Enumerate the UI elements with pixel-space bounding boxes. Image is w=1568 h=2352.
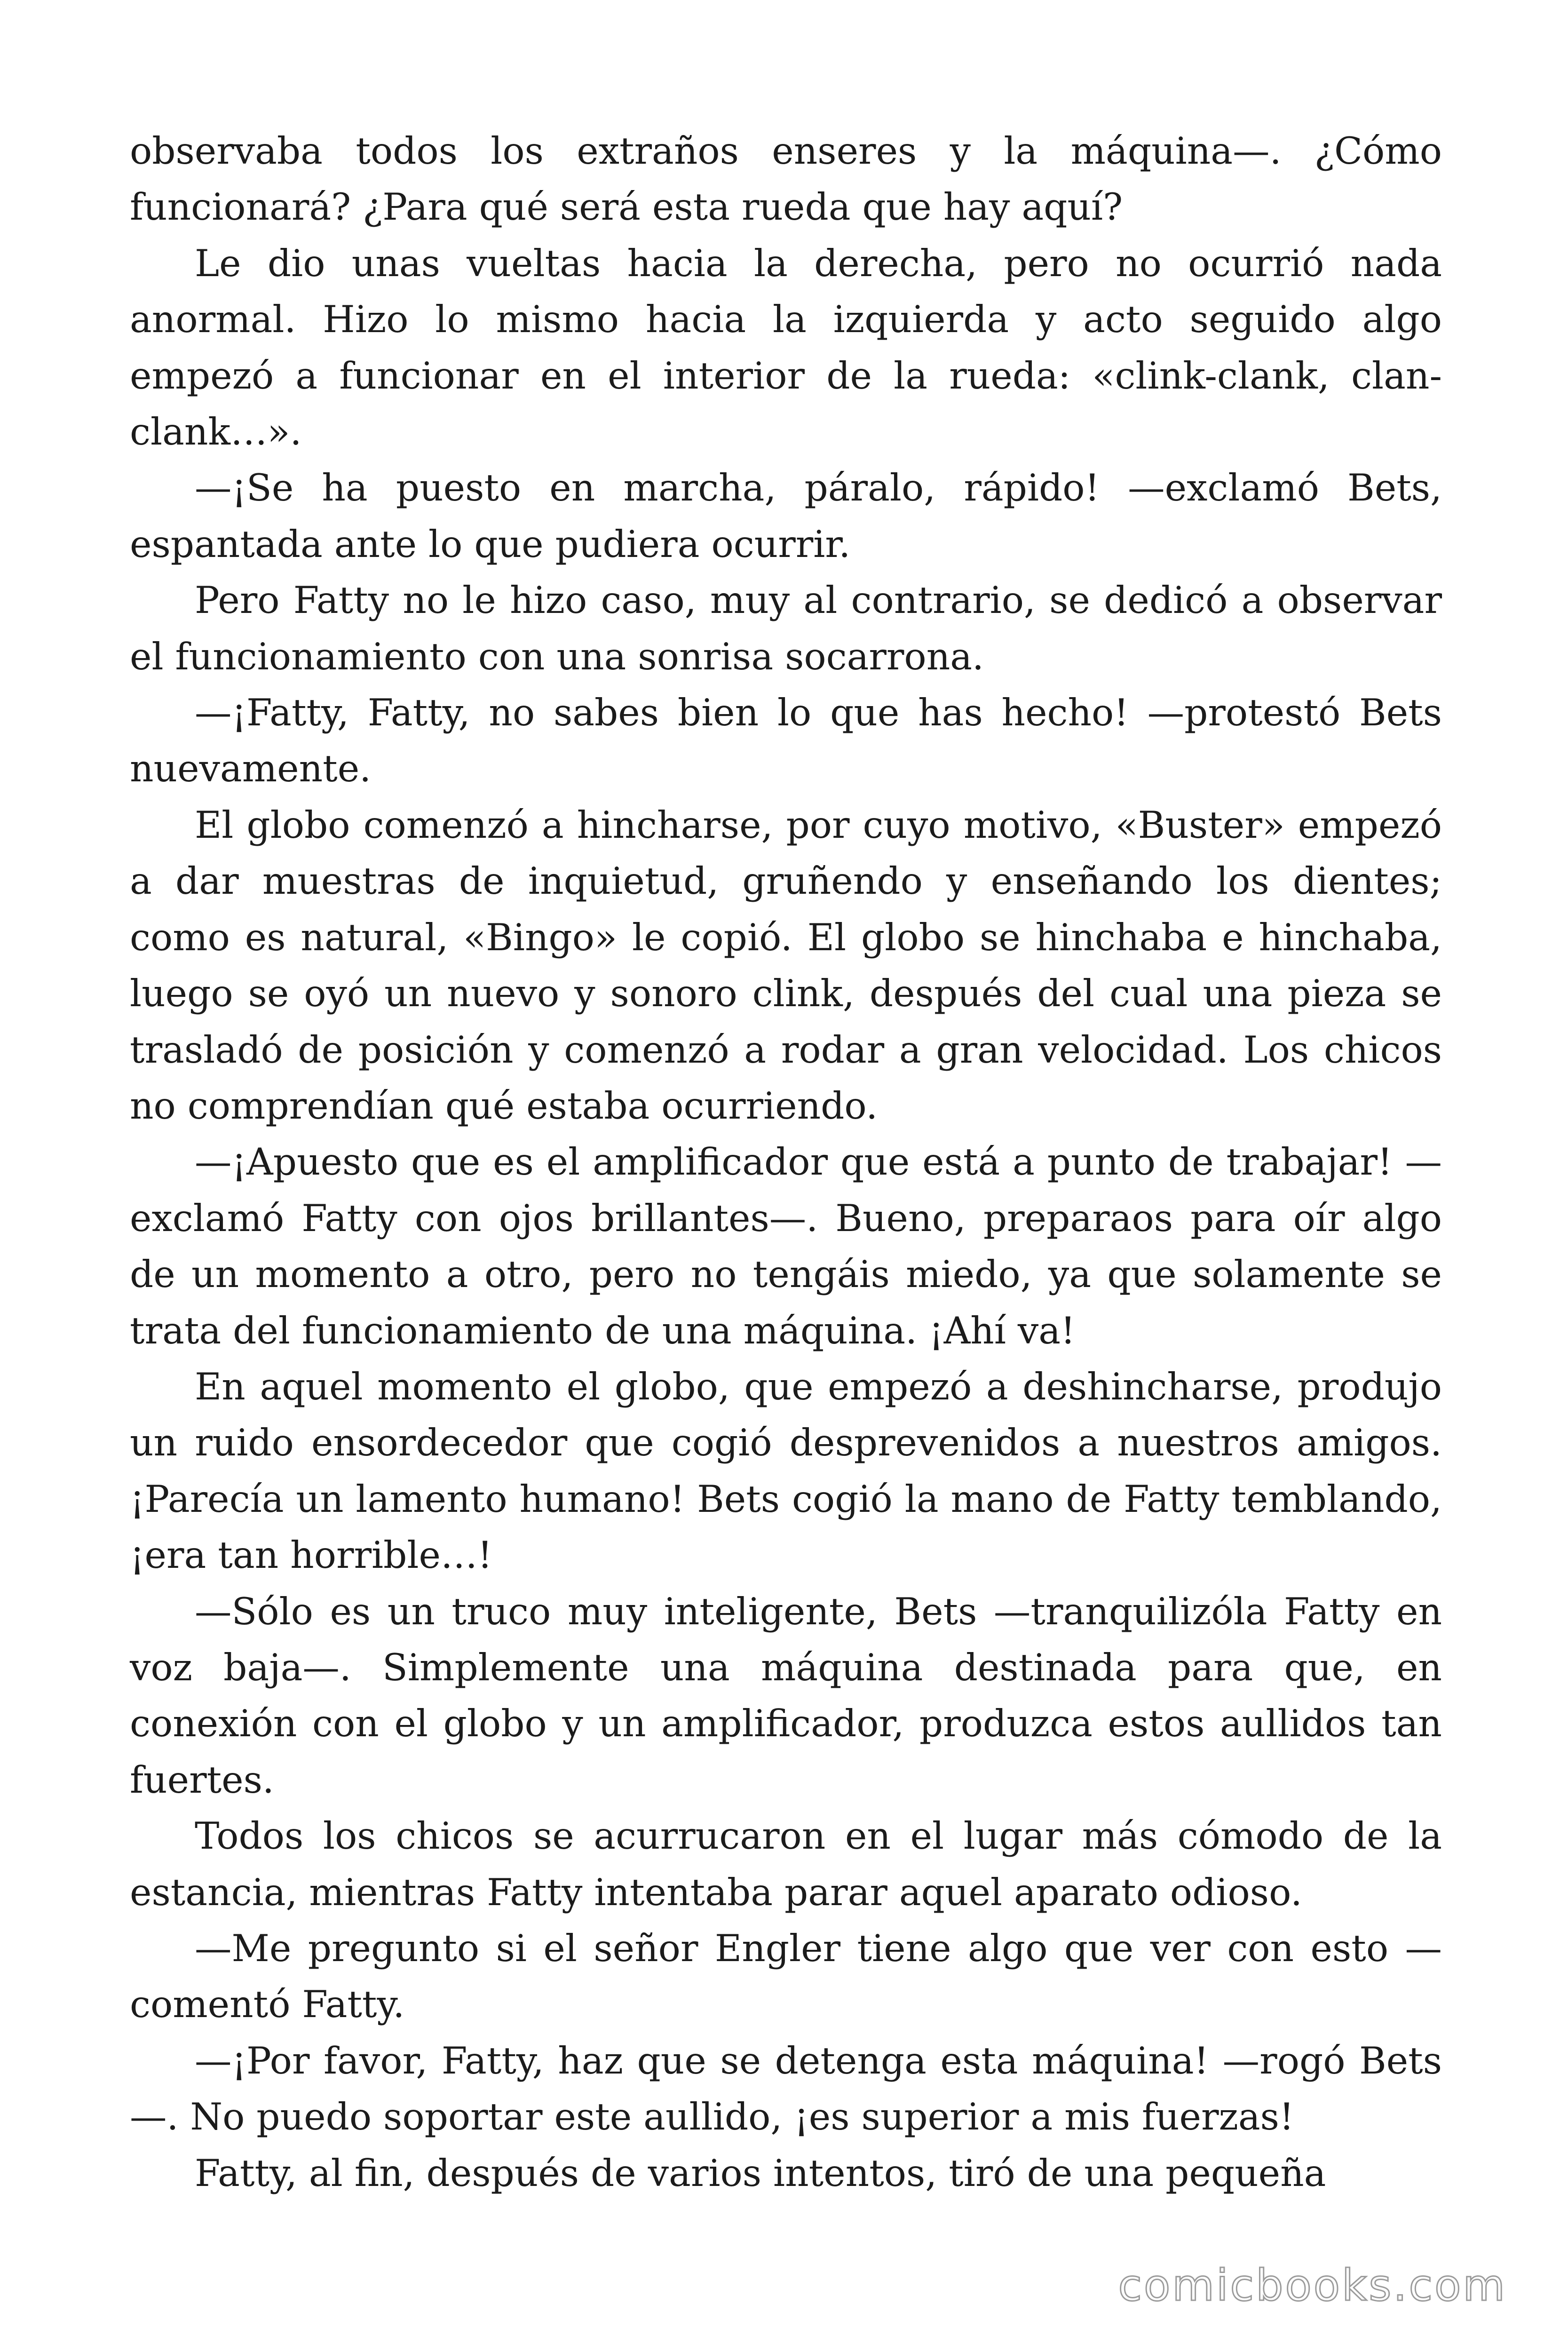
paragraph: Pero Fatty no le hizo caso, muy al contrario, se dedicó a observar el funcionamiento con una sonrisa socarrona. xyxy=(130,579,1442,678)
paragraph: Le dio unas vueltas hacia la derecha, pero no ocurrió nada anormal. Hizo lo mismo hacia la izquierda y acto seguido algo empezó a funcionar en el interior de la rueda: «clink-clank, clan-clank…». xyxy=(130,241,1442,454)
paragraph: Todos los chicos se acurrucaron en el lugar más cómodo de la estancia, mientras Fatty intentaba parar aquel aparato odioso. xyxy=(130,1814,1442,1914)
paragraph: Fatty, al fin, después de varios intentos, tiró de una pequeña xyxy=(195,2151,1326,2195)
paragraph: El globo comenzó a hincharse, por cuyo motivo, «Buster» empezó a dar muestras de inquietud, gruñendo y enseñando los dientes; como es natural, «Bingo» le copió. El globo se hinchaba e hinchaba, luego se oyó un nuevo y sonoro clink, después del cual una pieza se trasladó de posición y comenzó a rodar a gran velocidad. Los chicos no comprendían qué estaba ocurriendo. xyxy=(130,803,1442,1128)
paragraph: —¡Apuesto que es el amplificador que está a punto de trabajar! —exclamó Fatty con ojos brillantes—. Bueno, preparaos para oír algo de un momento a otro, pero no tengáis miedo, ya que solamente se trata del funcionamiento de una máquina. ¡Ahí va! xyxy=(130,1140,1442,1352)
paragraph: En aquel momento el globo, que empezó a deshincharse, produjo un ruido ensordecedor que cogió desprevenidos a nuestros amigos. ¡Parecía un lamento humano! Bets cogió la mano de Fatty temblando, ¡era tan horrible…! xyxy=(130,1365,1442,1577)
body-text xyxy=(130,123,1442,2201)
paragraph: —¡Por favor, Fatty, haz que se detenga esta máquina! —rogó Bets—. No puedo soportar este aullido, ¡es superior a mis fuerzas! xyxy=(130,2039,1442,2139)
paragraph: observaba todos los extraños enseres y la máquina—. ¿Cómo funcionará? ¿Para qué será esta rueda que hay aquí? xyxy=(130,129,1442,229)
paragraph: —Me pregunto si el señor Engler tiene algo que ver con esto —comentó Fatty. xyxy=(130,1927,1442,2026)
paragraph: —¡Fatty, Fatty, no sabes bien lo que has hecho! —protestó Bets nuevamente. xyxy=(130,691,1442,791)
paragraph: —¡Se ha puesto en marcha, páralo, rápido! —exclamó Bets, espantada ante lo que pudiera ocurrir. xyxy=(130,466,1442,566)
paragraph: —Sólo es un truco muy inteligente, Bets —tranquilizóla Fatty en voz baja—. Simplemente una máquina destinada para que, en conexión con el globo y un amplificador, produzca estos aullidos tan fuertes. xyxy=(130,1589,1442,1802)
watermark: comicbooks.com xyxy=(1118,2260,1507,2311)
